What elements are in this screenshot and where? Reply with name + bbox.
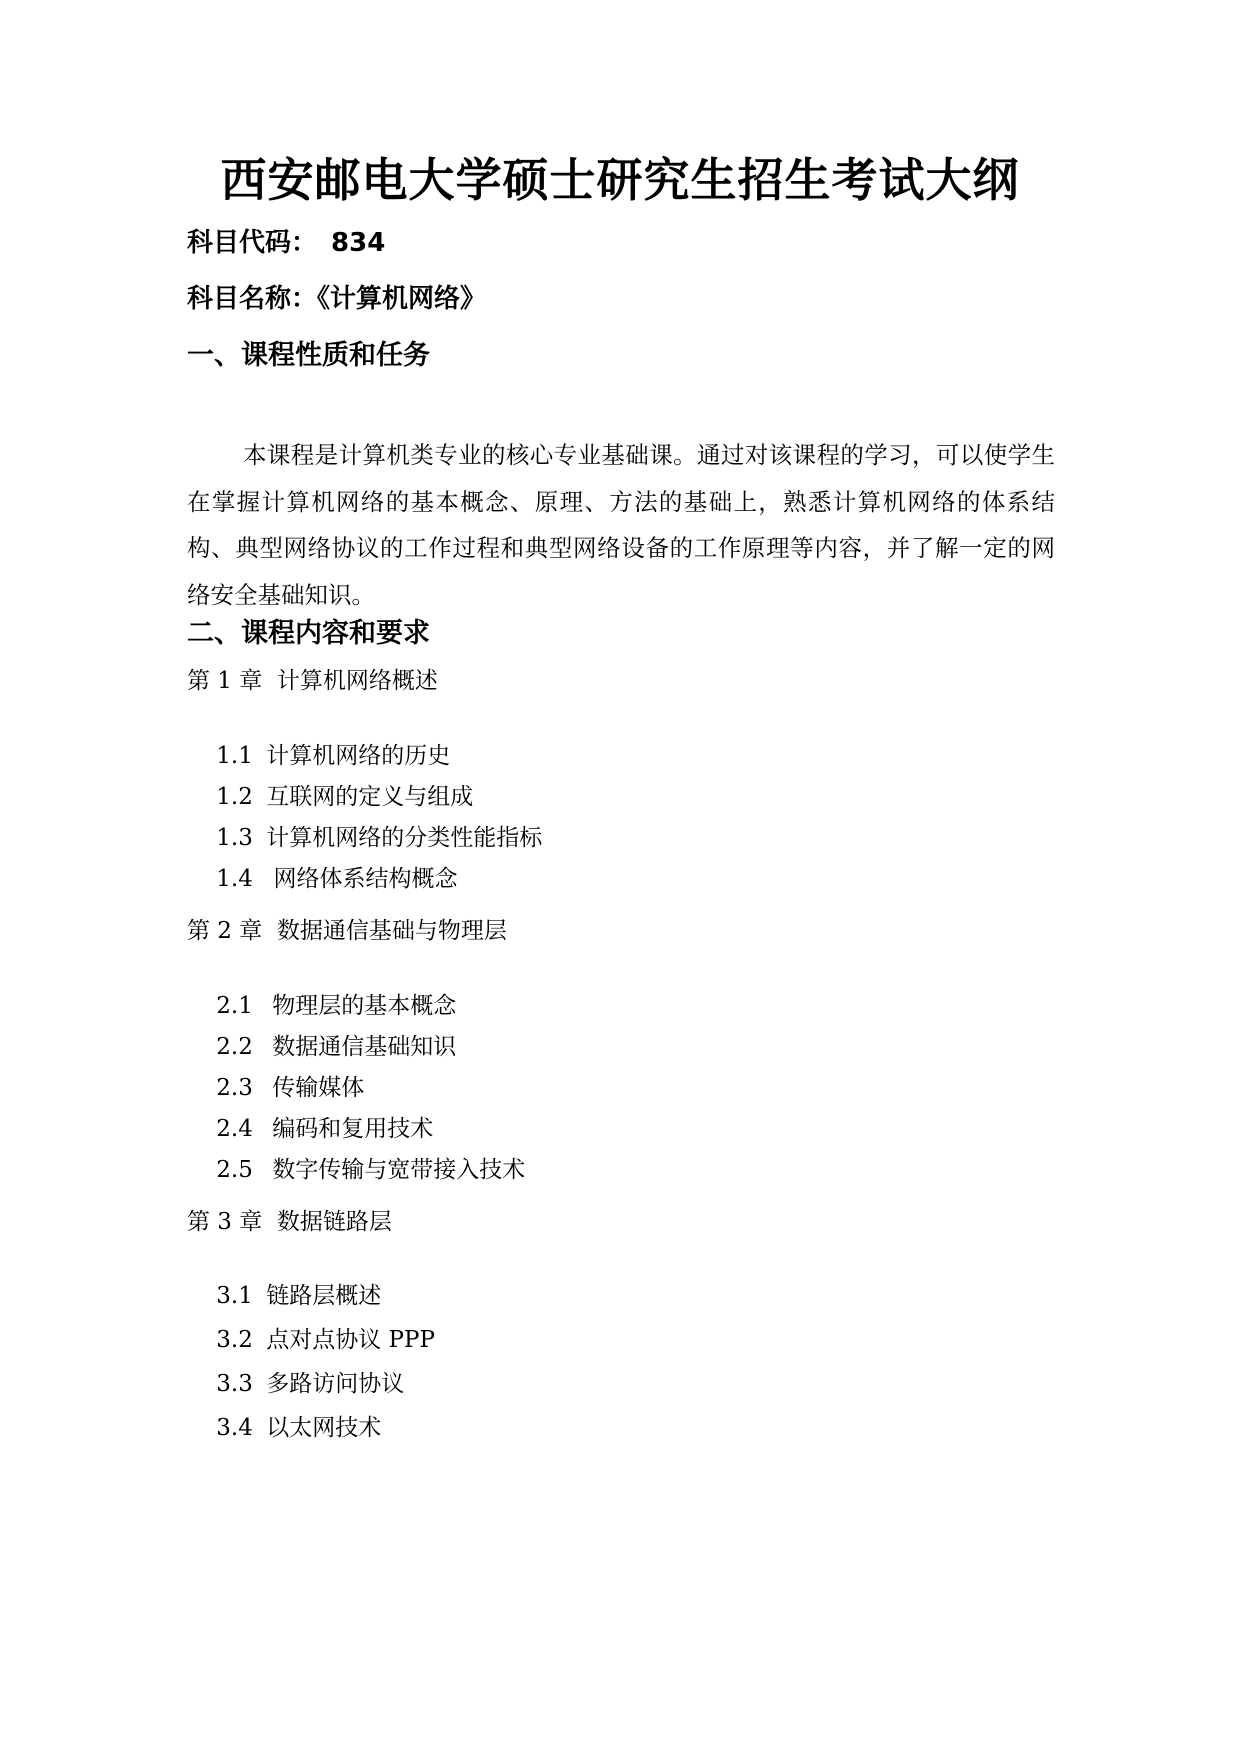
- item-text: 以太网技术: [266, 1415, 382, 1441]
- chapter-1-title: 第 1 章 计算机网络概述: [187, 668, 438, 694]
- item-text: 数据通信基础知识: [272, 1034, 457, 1060]
- item-number: 3.4: [216, 1415, 253, 1441]
- item-number: 2.2: [216, 1034, 253, 1060]
- item-number: 2.3: [216, 1075, 253, 1101]
- subject-name: [187, 282, 486, 316]
- item-number: 2.4: [216, 1116, 253, 1142]
- item-text: 多路访问协议: [266, 1371, 405, 1397]
- subject-name-label: 科目名称：: [187, 284, 318, 314]
- document-title: 西安邮电大学硕士研究生招生考试大纲: [220, 153, 1020, 207]
- item-text: 互联网的定义与组成: [266, 784, 474, 810]
- item-number: 3.3: [216, 1371, 253, 1397]
- chapter-2-title: 第 2 章 数据通信基础与物理层: [187, 918, 507, 944]
- section-1-heading: 一、课程性质和任务: [187, 340, 430, 371]
- subject-code-value: 834: [331, 228, 386, 258]
- item-text: 链路层概述: [266, 1283, 382, 1309]
- list-item: [187, 834, 458, 924]
- item-number: 3.1: [216, 1283, 253, 1309]
- item-number: 1.3: [216, 825, 253, 851]
- item-number: 1.2: [216, 784, 253, 810]
- item-text: 计算机网络的分类性能指标: [266, 825, 543, 851]
- item-number: 1.1: [216, 743, 253, 769]
- item-text: 数字传输与宽带接入技术: [272, 1157, 526, 1183]
- item-number: 1.4: [216, 866, 253, 892]
- section-2-heading: 二、课程内容和要求: [187, 618, 430, 649]
- item-text: 物理层的基本概念: [272, 993, 457, 1019]
- subject-code-label: 科目代码：: [187, 228, 318, 258]
- section-1-paragraph: 本课程是计算机类专业的核心专业基础课。通过对该课程的学习，可以使学生在掌握计算机网络的基本概念、原理、方法的基础上，熟悉计算机网络的体系结构、典型网络协议的工作过程和典型网络设备的工作原理等内容，并了解一定的网络安全基础知识。: [187, 441, 1055, 609]
- chapter-3-title: 第 3 章 数据链路层: [187, 1209, 392, 1235]
- item-text: 网络体系结构概念: [266, 866, 458, 892]
- item-text: 点对点协议 PPP: [266, 1327, 435, 1353]
- item-text: 编码和复用技术: [272, 1116, 434, 1142]
- item-text: 计算机网络的历史: [266, 743, 451, 769]
- item-number: 2.1: [216, 993, 253, 1019]
- subject-name-value: 《计算机网络》: [317, 284, 487, 314]
- item-number: 2.5: [216, 1157, 253, 1183]
- list-item: [187, 1383, 381, 1473]
- list-item: [187, 1125, 525, 1215]
- subject-code: [187, 226, 385, 260]
- item-text: 传输媒体: [272, 1075, 365, 1101]
- item-number: 3.2: [216, 1327, 253, 1353]
